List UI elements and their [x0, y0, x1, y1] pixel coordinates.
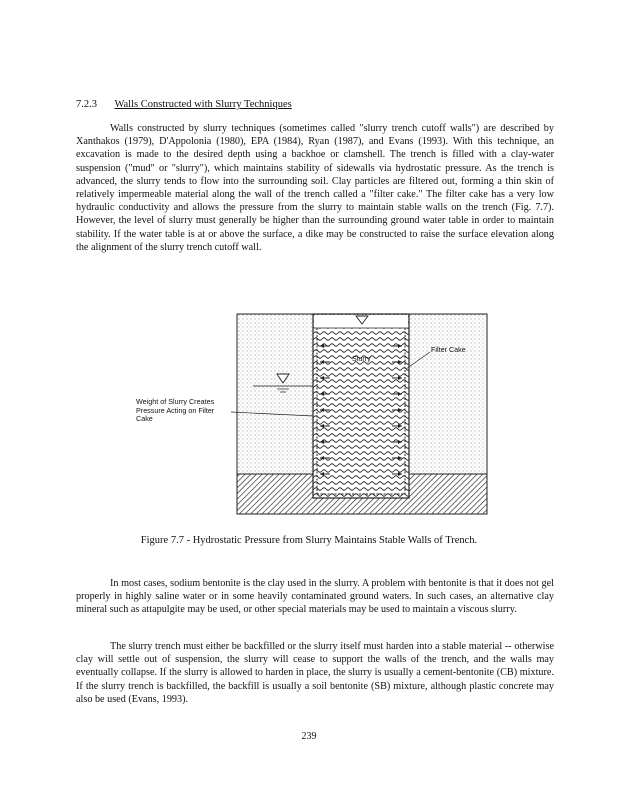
section-title: Walls Constructed with Slurry Techniques — [114, 99, 292, 110]
label-filter-cake: Filter Cake — [431, 345, 466, 354]
paragraph-backfill: The slurry trench must either be backfilled or the slurry itself must harden into a stable material -- otherwise clay will settle out of suspension, the slurry will cease to support the walls of the trench, and the walls may eventually collapse. If the slurry is allowed to harden in place, the slurry is usually a cement-bentonite (CB) mixture. If the slurry trench is backfilled, the backfill is usually a soil bentonite (SB) mixture, although plastic concrete may also be used (Evans, 1993). — [76, 641, 554, 705]
section-heading — [76, 99, 292, 110]
page-number: 239 — [301, 731, 317, 742]
paragraph-bentonite: In most cases, sodium bentonite is the clay used in the slurry. A problem with bentonite is that it does not gel properly in highly saline water or in some heavily contaminated ground waters. In such cases, an alternative clay mineral such as attapulgite may be used, or other special materials may be used to maintain a viscous slurry. — [76, 578, 554, 616]
figure-caption: Figure 7.7 - Hydrostatic Pressure from Slurry Maintains Stable Walls of Trench. — [140, 535, 478, 546]
label-slurry: Slurry — [352, 354, 371, 363]
paragraph-slurry-walls: Walls constructed by slurry techniques (sometimes called "slurry trench cutoff walls") are described by Xanthakos (1979), D'Appolonia (1980), EPA (1984), Ryan (1987), and Evans (1993). With this technique, an excavation is made to the desired depth using a backhoe or clamshell. The trench is filled with a clay-water suspension ("mud" or "slurry"), which maintains stability of sidewalls via hydrostatic pressure. As the trench is advanced, the slurry tends to flow into the surrounding soil. Clay particles are filtered out, forming a thin skin of relatively impermeable material along the wall of the trench called a "filter cake." The filter cake has a very low hydraulic conductivity and allows the pressure from the slurry to maintain stable walls on the trench (Fig. 7.7). However, the level of slurry must generally be higher than the surrounding ground water table in order to maintain stability. If the water table is at or above the surface, a dike may be constructed to raise the surface elevation along the alignment of the slurry trench cutoff wall. — [76, 123, 554, 253]
figure-7-7 — [130, 306, 500, 524]
section-number: 7.2.3 — [76, 99, 97, 110]
label-weight-of-slurry: Weight of Slurry Creates Pressure Acting on Filter Cake — [136, 397, 215, 423]
slurry-trench — [313, 314, 409, 498]
